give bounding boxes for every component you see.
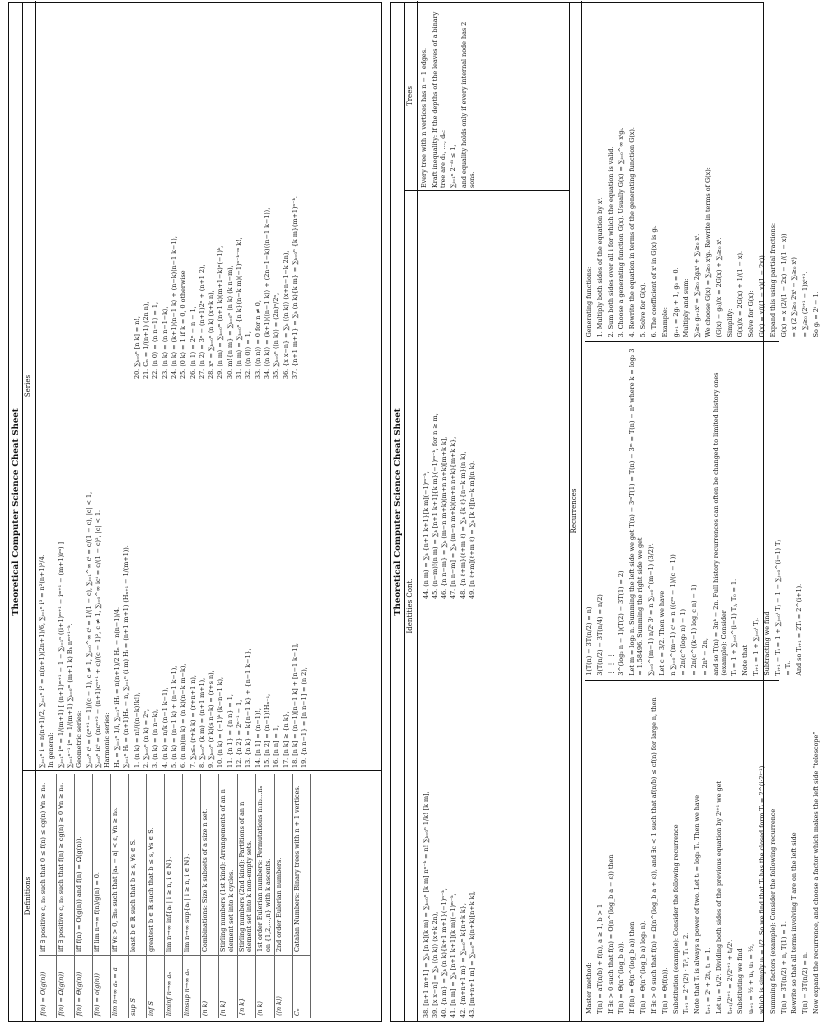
formula-line: ∑ᵢ≥₀ gᵢ₊₁xⁱ = ∑ᵢ≥₀ 2gᵢxⁱ + ∑ᵢ≥₀ xⁱ. (693, 233, 702, 338)
identity-item: 27. ⟨n 2⟩ = 3ⁿ − (n+1)2ⁿ + (n+1 2), (197, 264, 206, 379)
formula-line: Note that (741, 644, 750, 676)
definition-row (165, 774, 183, 1018)
formula-line: So gᵢ = 2ⁱ − 1. (812, 291, 821, 338)
trees-column (405, 1, 569, 191)
formula-line: ∑ᵢ₌₀ⁿ cⁱ = (cⁿ⁺¹ − 1)/(c − 1), c ≠ 1, ∑ᵢ₌₀^∞ cⁱ = 1/(1 − c), ∑ᵢ₌₁^∞ cⁱ = c/(1 − c), |c| < 1, (84, 491, 93, 768)
identities-column-b (132, 4, 310, 379)
definitions-list (39, 774, 311, 1018)
identity-item: 48. {n ℓ+m}(ℓ+m ℓ) = ∑ₖ {k ℓ}{n−k m}(n k), (458, 451, 467, 599)
definition-term: (n k) (201, 955, 218, 1018)
identity-item: 39. [x x−n] = ∑ₖ ⟨⟨n k⟩⟩ (x+k 2n), (430, 911, 439, 1018)
formula-line: = x (2 ∑ᵢ≥₀ 2ⁱxⁱ − ∑ᵢ≥₀ xⁱ) (790, 257, 799, 338)
formula-line: G(x) = x (2/(1 − 2x) − 1/(1 − x)) (779, 233, 788, 338)
formula-line: 3^(log₂ n − 1)(T(2) − 3T(1) = 2) (617, 570, 626, 676)
formula-line: ∑ᵢ₌₀^(m−1) n/2ⁱ 3ⁱ = n ∑ᵢ₌₀^(m−1) (3/2)ⁱ. (646, 543, 655, 676)
formula-line: = 2n(c^((k−1) log_c n) − 1) (690, 584, 699, 676)
definition-term: inf S (147, 955, 164, 1018)
series-header: Series (23, 1, 36, 771)
definition-text: lim n→∞ sup{aᵢ | i ≥ n, i ∈ ℕ}. (183, 853, 191, 952)
identity-item: 21. Cₙ = 1/(n+1) (2n n), (141, 301, 150, 379)
identity-item: 1. (n k) = n!/((n−k)!k!), (132, 692, 141, 768)
formula-line: If ∃ε > 0 such that f(n) = Ω(n^(log_b a + ε)), and ∃c < 1 such that af(n/b) ≤ cf(n) for large n, then (649, 697, 658, 1014)
formula-line: T(n) = Θ(n^(log_b a)). (617, 941, 626, 1014)
definition-row (219, 774, 238, 1018)
identity-item: 29. ⟨n m⟩ = ∑ₖ₌₀ᵐ (n+1 k)(m+1−k)ⁿ(−1)ᵏ, (216, 245, 225, 379)
formula-line: 3(T(n/2) − 3T(n/4) = n/2) (595, 594, 604, 676)
formula-line: Rewrite so that all terms involving T are on the left side (790, 832, 799, 1014)
formula-line: 3. Choose a generating function G(x). Usually G(x) = ∑ᵢ₌₀^∞ xⁱgᵢ. (617, 127, 626, 338)
formula-line: n ∑ᵢ₌₀^(m−1) cⁱ = n ((cᵐ − 1)/(c − 1)) (668, 554, 677, 676)
identity-item: 37. {n+1 m+1} = ∑ₖ (n k){k m} = ∑ₖ₌₀ⁿ {k m}(m+1)ⁿ⁻ᵏ. (290, 196, 299, 379)
identity-item: 41. [n m] = ∑ₖ [n+1 k+1](k m)(−1)ᵐ⁻ᵏ, (449, 893, 458, 1018)
formula-line: ∑ᵢ₌₁ⁿ Hᵢ = (n+1)Hₙ − n, ∑ᵢ₌₁ⁿ (i m) Hᵢ = (n+1 m+1) (Hₙ₊₁ − 1/(m+1)). (121, 545, 130, 768)
formula-line: Hₙ = ∑ᵢ₌₁ⁿ 1/i, ∑ᵢ₌₁ⁿ iHᵢ = n(n+1)/2 Hₙ − n(n−1)/4. (112, 606, 121, 768)
definition-term: liminf n→∞ aₙ (165, 955, 182, 1018)
identity-item: 25. ⟨0 k⟩ = 1 if k = 0, 0 otherwise (179, 270, 188, 379)
definition-term: Cₙ (293, 955, 310, 1018)
identity-item: 34. ⟨⟨n k⟩⟩ = (k+1)⟨⟨n−1 k⟩⟩ + (2n−1−k)⟨⟨n−1 k−1⟩⟩, (263, 207, 271, 379)
page-title: Theoretical Computer Science Cheat Sheet (391, 3, 405, 1021)
formula-line: 5. Solve for G(x). (639, 282, 648, 338)
formula-line: ∑ᵢ₌₁ⁿ iᵐ = 1/(m+1) [ (n+1)ᵐ⁺¹ − 1 − ∑ᵢ₌₁ⁿ ((i+1)ᵐ⁺¹ − iᵐ⁺¹ − (m+1)iᵐ) ] (56, 541, 65, 768)
formula-line: Geometric series: (75, 710, 84, 768)
formula-line: T(n) = aT(n/b) + f(n), a ≥ 1, b > 1 (595, 903, 604, 1014)
page-title: Theoretical Computer Science Cheat Sheet (9, 3, 23, 1021)
identity-item: 43. [m+n+1 m] = ∑ₖ₌₀ᵐ k(n+k)[n+k k], (468, 891, 477, 1018)
formula-line: G(x) = x/((1 − x)(1 − 2x)). (758, 253, 766, 338)
identity-item: 31. ⟨n m⟩ = ∑ₖ₌₀ⁿ {n k}(n−k m)(−1)ⁿ⁻ᵏ⁻ᵐ k!, (235, 237, 244, 379)
formula-line: Now expand the recurrence, and choose a factor which makes the left side “telescope” (812, 731, 821, 1014)
definition-row (111, 774, 129, 1018)
identity-item: 4. (n k) = n/k (n−1 k−1), (160, 687, 169, 768)
definition-text: lim n→∞ inf{aᵢ | i ≥ n, i ∈ ℕ}. (165, 856, 173, 952)
formula-line: ⋮ ⋮ ⋮ (606, 652, 615, 676)
identity-item: 11. {n 1} = {n n} = 1, (225, 694, 234, 768)
definition-term: f(n) = Ω(g(n)) (57, 955, 74, 1018)
identity-item: 7. ∑ₖ≤ₙ (r+k k) = (r+n+1 n), (188, 675, 197, 768)
identity-item: 26. ⟨n 1⟩ = 2ⁿ − n − 1, (188, 306, 197, 379)
definition-term: ⟨⟨n k⟩⟩ (275, 955, 292, 1018)
cheat-sheet-page-left (8, 2, 382, 1022)
identity-item: 2. ∑ₖ₌₀ⁿ (n k) = 2ⁿ, (141, 708, 150, 768)
definition-term: [n k] (219, 955, 237, 1018)
formula-line: We choose G(x) = ∑ᵢ≥₀ xⁱgᵢ. Rewrite in terms of G(x): (703, 167, 712, 338)
identity-item: 49. [n ℓ+m](ℓ+m ℓ) = ∑ₖ [k ℓ][n−k m](n k). (468, 460, 477, 599)
identities-column-a (132, 393, 310, 768)
definition-term: ⟨n k⟩ (256, 955, 274, 1018)
formula-line: Kraft inequality: If the depths of the leaves of a binary tree are d₁, …, dₙ: (430, 11, 447, 188)
definition-row (57, 774, 75, 1018)
identity-item: 45. (n−m)!(n m) = ∑ₖ [n+1 k+1]{k m}(−1)ᵐ⁻ᵏ, for n ≥ m, (430, 413, 439, 599)
identity-item: 42. {m+n+1 m} = ∑ₖ₌₀ᵐ k{n+k k}, (458, 903, 467, 1018)
identity-item: 47. [n n−m] = ∑ₖ (m−n m+k)(m+n n+k){m+k k}, (449, 436, 458, 599)
formula-line: T(n) = Θ(f(n)). (660, 967, 669, 1014)
identity-item: 17. [n k] ≥ {n k}, (281, 711, 290, 768)
formula-line: Tᵢ = 1 + ∑ⱼ₌₀^(i−1) Tⱼ, T₀ = 1. (730, 578, 739, 676)
definition-text: iff ∃ positive c, n₀ such that 0 ≤ f(n) ≤ cg(n) ∀n ≥ n₀. (39, 782, 47, 952)
formula-line: = 2n(c^(log₂ n) − 1) (679, 609, 688, 676)
identity-item: 6. (n m)(m k) = (n k)(n−k m−k), (179, 663, 188, 768)
formula-line: 4. Rewrite the equation in terms of the generating function G(x). (628, 127, 637, 338)
formula-line: If f(n) = Θ(n^(log_b a)) then (628, 921, 637, 1014)
identity-item: 18. [n k] = (n−1)[n−1 k] + [n−1 k−1], (290, 643, 299, 768)
identity-item: 40. {n m} = ∑ₖ (n k){k+1 m+1}(−1)ⁿ⁻ᵏ, (440, 888, 449, 1018)
recurrences-columns (585, 4, 821, 1018)
definition-text: 1st order Eulerian numbers: Permutations π₁π₂…πₙ on {1,2,…,n} with k ascents. (256, 785, 273, 952)
identity-item: 16. [n n] = 1, (272, 725, 281, 768)
formula-line: Every tree with n vertices has n − 1 edges. (420, 47, 428, 188)
formula-line: T(n) − 3T(n/2) = n. (801, 952, 810, 1014)
identity-item: 13. {n k} = k{n−1 k} + {n−1 k−1}, (244, 648, 253, 768)
definition-term: f(n) = o(g(n)) (93, 955, 110, 1018)
definition-row (129, 774, 147, 1018)
formula-line: G(x)/x = 2G(x) + 1/(1 − x). (736, 250, 745, 338)
identity-item: 32. ⟨⟨n 0⟩⟩ = 1, (244, 331, 253, 379)
definition-text: Stirling numbers (1st kind): Arrangements of an n element set into k cycles. (219, 789, 235, 952)
generating-functions-column (585, 4, 821, 342)
identity-item: 20. ∑ₖ₌₀ⁿ [n k] = n!, (132, 316, 141, 379)
definition-text: Stirling numbers (2nd kind): Partitions of an n element set into k non-empty sets. (237, 801, 254, 952)
identity-item: 3. (n k) = (n n−k), (151, 708, 160, 768)
definitions-header: Definitions (23, 771, 36, 1021)
definition-row (256, 774, 275, 1018)
identity-item: 23. ⟨n k⟩ = ⟨n n−1−k⟩, (160, 306, 169, 379)
definition-text: iff lim n→∞ f(n)/g(n) = 0. (93, 872, 101, 952)
formula-line: Generating functions: (585, 266, 593, 338)
formula-line: and equality holds only if every internal node has 2 sons. (460, 21, 477, 188)
identity-item: 35. ∑ₖ₌₀ⁿ ⟨⟨n k⟩⟩ = (2n)ⁿ/2ⁿ, (272, 292, 281, 379)
identity-item: 8. ∑ₖ₌₀ⁿ (k m) = (n+1 m+1), (197, 677, 206, 768)
identity-item: 28. xⁿ = ∑ₖ₌₀ⁿ ⟨n k⟩ (x+k n), (207, 290, 216, 379)
definition-text: Combinations: Size k subsets of a size n set. (201, 808, 209, 952)
formula-line: Solve for G(x): (747, 290, 756, 338)
formula-line: And so Tᵢ₊₁ = 2Tᵢ = 2^(i+1). (795, 583, 804, 676)
recurrences-header: Recurrences (569, 1, 582, 1021)
formula-line: = 2nᵏ − 2n, (700, 638, 709, 676)
recurrences-section (569, 1, 821, 1021)
formula-line: uᵢ₊₁ = ½ + uᵢ, u₁ = ½, (747, 943, 756, 1014)
series-column (23, 1, 381, 771)
formula-line: ∑ᵢ₌₁ⁿ⁻¹ iᵐ = 1/(m+1) ∑ₖ₌₀ᵐ (m+1 k) Bₖ nᵐ⁺¹⁻ᵏ. (65, 623, 74, 768)
formula-line: which is simply uᵢ = i/2. So we find that Tᵢ has the closed form Tᵢ = 2^(i·2ⁱ⁻¹). (758, 763, 766, 1014)
cheat-sheet-page-right (390, 2, 821, 1022)
definitions-column (23, 771, 381, 1021)
definition-term: limsup n→∞ aₙ (183, 955, 200, 1018)
definition-text: Catalan Numbers: Binary trees with n + 1 vertices. (292, 785, 301, 952)
formula-line: Tᵢ₊₁ − Tᵢ = 1 + ∑ⱼ₌₀ⁱ Tⱼ − 1 − ∑ⱼ₌₀^(i−1) Tⱼ (773, 539, 782, 676)
formula-line: 1. Multiply both sides of the equation by xⁱ. (595, 197, 604, 338)
definition-term: lim n→∞ aₙ = a (111, 955, 128, 1018)
definition-row (275, 774, 293, 1018)
formula-line: Subtracting we find (762, 611, 771, 676)
definition-row (238, 774, 257, 1018)
identities-cont-column-b (421, 194, 478, 599)
identity-item: 46. {n n−m} = ∑ₖ (m−n m+k)(m+n n+k)[m+k k], (440, 436, 449, 599)
definition-row (183, 774, 201, 1018)
identity-item: 14. [n 1] = (n−1)!, (253, 708, 262, 768)
definition-row (39, 774, 57, 1018)
definition-text: greatest b ∈ ℝ such that b ≤ s, ∀s ∈ S. (147, 827, 155, 952)
definition-row (93, 774, 111, 1018)
formula-line: Example: (660, 307, 669, 338)
formula-line: gᵢ₊₁ = 2gᵢ + 1, g₀ = 0. (671, 267, 680, 338)
formula-line: 2. Sum both sides over all i for which the equation is valid. (606, 146, 615, 338)
identity-item: 15. [n 2] = (n−1)!Hₙ₋₁, (263, 693, 271, 768)
formula-line: ∑ᵢ₌₀ⁿ icⁱ = (ncⁿ⁺² − (n+1)cⁿ⁺¹ + c)/(c − 1)², c ≠ 1, ∑ᵢ₌₀^∞ icⁱ = c/(1 − c)², |c| < 1. (93, 509, 102, 768)
definition-text: least b ∈ ℝ such that b ≥ s, ∀s ∈ S. (129, 839, 137, 952)
formula-line: Substitution (example): Consider the following recurrence (671, 824, 680, 1014)
definition-text: iff ∃ positive c, n₀ such that f(n) ≥ cg(n) ≥ 0 ∀n ≥ n₀. (57, 782, 65, 952)
definition-row (147, 774, 165, 1018)
identities-grid (132, 4, 310, 768)
formula-line: Note that Tᵢ is always a power of two. Let tᵢ = log₂ Tᵢ. Then we have (693, 794, 702, 1014)
formula-line: Tᵢ₊₁ = 2^(2ⁱ) · Tᵢ², T₁ = 2. (682, 932, 691, 1014)
definition-row (293, 774, 311, 1018)
formula-line: Let uᵢ = tᵢ/2ⁱ. Dividing both sides of the previous equation by 2ⁱ⁺¹ we get (714, 781, 723, 1014)
definition-term: {n k} (238, 955, 256, 1018)
formula-line: tᵢ₊₁ = 2ⁱ + 2tᵢ, t₁ = 1. (703, 947, 712, 1014)
identities-cont-header: Identities Cont. (405, 191, 418, 1021)
identity-item: 38. [n+1 m+1] = ∑ₖ [n k](k m) = ∑ₖ₌₀ⁿ [k m] nⁿ⁻ᵏ = n! ∑ₖ₌₀ⁿ 1/k! [k m], (421, 791, 430, 1018)
formula-line: 6. The coefficient of xⁱ in G(x) is gᵢ. (649, 225, 658, 338)
identity-item: 10. (n k) = (−1)ᵏ (k−n−1 k), (216, 676, 225, 768)
formula-line: Multiply and sum: (682, 278, 691, 338)
identity-item: 12. {n 2} = 2ⁿ⁻¹ − 1, (235, 699, 244, 768)
formula-line: Harmonic series: (103, 712, 112, 768)
formula-line: Expand this using partial fractions: (768, 222, 777, 338)
formula-line: Summing factors (example): Consider the following recurrence (768, 808, 777, 1014)
formula-line: (G(x) − g₀)/x = 2G(x) + ∑ᵢ≥₀ xⁱ. (714, 237, 723, 338)
definition-row (201, 774, 219, 1018)
formula-line: Simplify: (725, 308, 734, 338)
master-method-column (585, 681, 821, 1018)
formula-line: T(n) = 3T(n/2) + n, T(1) = 1. (779, 921, 788, 1014)
trees-text (421, 4, 477, 188)
formula-line: Master method: (585, 962, 593, 1014)
formula-line: In general: (47, 732, 56, 768)
formula-line: Substituting we find (736, 948, 745, 1014)
identity-item: 5. (n k) = (n−1 k) + (n−1 k−1), (169, 665, 178, 768)
identity-item: 36. {x x−n} = ∑ₖ ⟨⟨n k⟩⟩ (x+n−1−k 2n), (281, 250, 290, 379)
formula-line: If ∃ε > 0 such that f(n) = O(n^(log_b a − ε)) then (606, 854, 615, 1014)
identities-cont-grid (421, 194, 478, 1018)
identity-item: 9. ∑ₖ₌₀ⁿ (r k)(s n−k) = (r+s n), (207, 670, 216, 768)
identities-cont-column-a (421, 613, 478, 1018)
definition-row (75, 774, 93, 1018)
formula-line: ∑ᵢ₌₁ⁿ i = n(n+1)/2, ∑ᵢ₌₁ⁿ i² = n(n+1)(2n+1)/6, ∑ᵢ₌₁ⁿ i³ = n²(n+1)²/4. (38, 554, 46, 768)
identity-item: 30. m!{n m} = ∑ₖ₌₀ⁿ ⟨n k⟩ (k n−m), (225, 265, 234, 379)
formula-line: and so T(n) = 3nᵏ − 2n. Full history recurrences can often be changed to limited history ones (example): Consider (711, 372, 728, 676)
definition-term: sup S (129, 955, 146, 1018)
formula-line: ∑ᵢ₌₁ⁿ 2⁻ᵈⁱ ≤ 1, (449, 144, 458, 188)
definition-text: iff ∀ε > 0, ∃n₀ such that |aₙ − a| < ε, ∀n ≥ n₀. (111, 807, 119, 952)
formula-line: = ∑ᵢ≥₀ (2ⁱ⁺¹ − 1)xⁱ⁺¹. (801, 271, 810, 338)
identity-item: 44. (n m) = ∑ₖ {n+1 k+1}[k m](−1)ᵐ⁻ᵏ, (421, 471, 430, 599)
formula-line: = Tᵢ. (784, 660, 793, 676)
identity-item: 33. ⟨⟨n n⟩⟩ = 0 for n ≠ 0, (253, 300, 262, 379)
definition-term: f(n) = O(g(n)) (39, 955, 56, 1018)
definition-term: f(n) = Θ(g(n)) (75, 955, 92, 1018)
trees-header: Trees (405, 1, 418, 191)
identity-item: 24. ⟨n k⟩ = (k+1)⟨n−1 k⟩ + (n−k)⟨n−1 k−1⟩, (169, 236, 178, 379)
identities-cont-column (405, 191, 569, 1021)
series-formulas (39, 4, 131, 768)
formula-line: Let c = 3/2. Then we have (657, 590, 666, 676)
identity-item: 22. ⟨n 0⟩ = ⟨n n−1⟩ = 1, (151, 302, 160, 379)
formula-line: 1(T(n) − 3T(n/2) = n) (585, 606, 593, 676)
definition-text: 2nd order Eulerian numbers. (274, 857, 283, 952)
formula-line: T(n) = Θ(n^(log_b a) log₂ n). (639, 920, 648, 1014)
identity-item: 19. {n n−1} = [n n−1] = (n 2), (300, 667, 309, 768)
definition-text: iff f(n) = O(g(n)) and f(n) = Ω(g(n)). (75, 836, 83, 952)
formula-line: Tᵢ₊₁ = 1 + ∑ⱼ₌₀ⁱ Tⱼ. (752, 617, 760, 676)
formula-line: Let m = log₂ n. Summing the left side we get T(n) − 3ᵐT(1) = T(n) − 3ᵐ = T(n) − nᵏ where k = log₂ 3 ≈ 1.58496. Summing the right side we get (628, 348, 645, 676)
telescope-column (585, 342, 804, 680)
formula-line: tᵢ₊₁/2ⁱ⁺¹ = 2ⁱ/2ⁱ⁺¹ + tᵢ/2ⁱ. (725, 939, 734, 1014)
